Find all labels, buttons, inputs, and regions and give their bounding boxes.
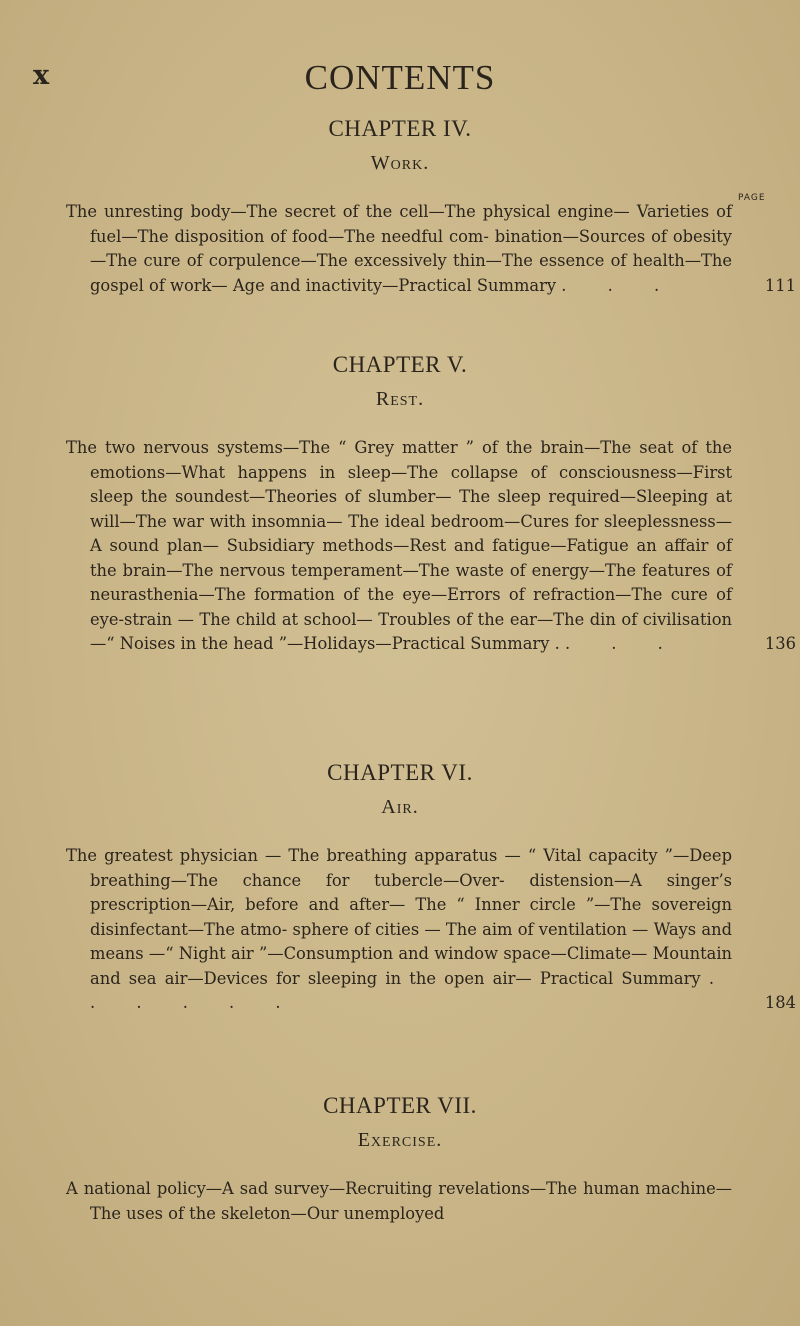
chapter-subtitle: Air. bbox=[381, 796, 419, 818]
chapter-synopsis bbox=[66, 1177, 732, 1226]
synopsis-line: Varieties of fuel—The disposition of food—The needful com- bbox=[90, 202, 732, 246]
chapter-subtitle: Work. bbox=[370, 152, 430, 174]
running-head bbox=[0, 58, 800, 98]
page-number: 184 bbox=[764, 993, 796, 1012]
page-column-label: PAGE bbox=[738, 193, 766, 203]
synopsis-line: head ”—Holidays—Practical Summary . bbox=[233, 634, 560, 653]
chapter-heading: CHAPTER VII. bbox=[323, 1093, 477, 1118]
chapter-subtitle: Rest. bbox=[375, 388, 425, 410]
chapter-synopsis bbox=[66, 844, 796, 1016]
synopsis-line: seat of the emotions—What happens in sleep—The collapse of bbox=[90, 438, 732, 482]
dot-leaders: . . . . . . bbox=[90, 968, 733, 1012]
chapter-heading: CHAPTER IV. bbox=[328, 116, 472, 141]
synopsis-line: excessively thin—The essence of health—The gospel of work— bbox=[90, 251, 732, 295]
page-folio: x bbox=[33, 60, 51, 91]
chapter-vi bbox=[0, 760, 800, 1016]
synopsis-line: refraction—The cure of eye-strain — The child at school— bbox=[90, 585, 732, 629]
chapter-heading: CHAPTER V. bbox=[332, 352, 468, 377]
page-number: 111 bbox=[764, 275, 796, 295]
dot-leaders: . . . bbox=[561, 275, 678, 295]
synopsis-line: consciousness—First sleep the soundest—Theories of slumber— bbox=[90, 462, 732, 506]
synopsis-line: Subsidiary methods—Rest and fatigue—Fatigue an affair of the bbox=[90, 536, 732, 580]
synopsis-line: The two nervous systems—The “ Grey matter ” of the brain—The bbox=[66, 438, 632, 457]
chapter-v bbox=[0, 352, 800, 657]
running-title: CONTENTS bbox=[304, 58, 496, 97]
chapter-vii bbox=[0, 1093, 800, 1226]
synopsis-line: capacity ”—Deep breathing—The chance for tubercle—Over- bbox=[90, 846, 732, 890]
synopsis-line: Troubles of the ear—The din of civilisation—“ Noises in the bbox=[90, 609, 732, 653]
page-number: 136 bbox=[764, 634, 796, 653]
synopsis-line: sphere of cities — The aim of ventilation — Ways and means bbox=[90, 919, 732, 963]
synopsis-line: Practical Summary bbox=[539, 968, 701, 988]
synopsis-line: brain—The nervous temperament—The waste of energy—The bbox=[122, 560, 637, 580]
synopsis-line: The greatest physician — The breathing apparatus — “ Vital bbox=[66, 846, 582, 865]
synopsis-line: The unresting body—The secret of the cell—The physical engine— bbox=[66, 202, 630, 221]
chapter-subtitle: Exercise. bbox=[357, 1129, 443, 1151]
dot-leaders: . . . bbox=[564, 634, 681, 653]
chapter-synopsis bbox=[66, 436, 796, 657]
chapter-synopsis bbox=[66, 200, 796, 298]
synopsis-line: distension—A singer’s prescription—Air, before and after— bbox=[90, 870, 732, 914]
chapter-iv bbox=[0, 116, 800, 298]
synopsis-line: Age and inactivity—Practical Summary bbox=[232, 275, 557, 295]
synopsis-line: —“ Night air ”—Consumption and window space—Climate— bbox=[148, 944, 648, 963]
synopsis-line: The ideal bedroom—Cures for sleeplessness—A sound plan— bbox=[90, 511, 732, 555]
synopsis-line: Mountain and sea air—Devices for sleeping in the open air— bbox=[90, 944, 733, 988]
synopsis-line: features of neurasthenia—The formation of the eye—Errors of bbox=[90, 560, 732, 604]
synopsis-line: The “ Inner circle ”—The sovereign disinfectant—The atmo- bbox=[90, 895, 732, 939]
synopsis-line: The sleep required—Sleeping at will—The war with insomnia— bbox=[90, 487, 732, 531]
synopsis-line: bination—Sources of obesity—The cure of corpulence—The bbox=[90, 226, 732, 270]
synopsis-line: A national policy—A sad survey—Recruiting revelations—The bbox=[66, 1179, 578, 1198]
synopsis-line: human machine—The uses of the skeleton—Our unemployed bbox=[90, 1179, 732, 1223]
chapter-heading: CHAPTER VI. bbox=[327, 760, 473, 785]
